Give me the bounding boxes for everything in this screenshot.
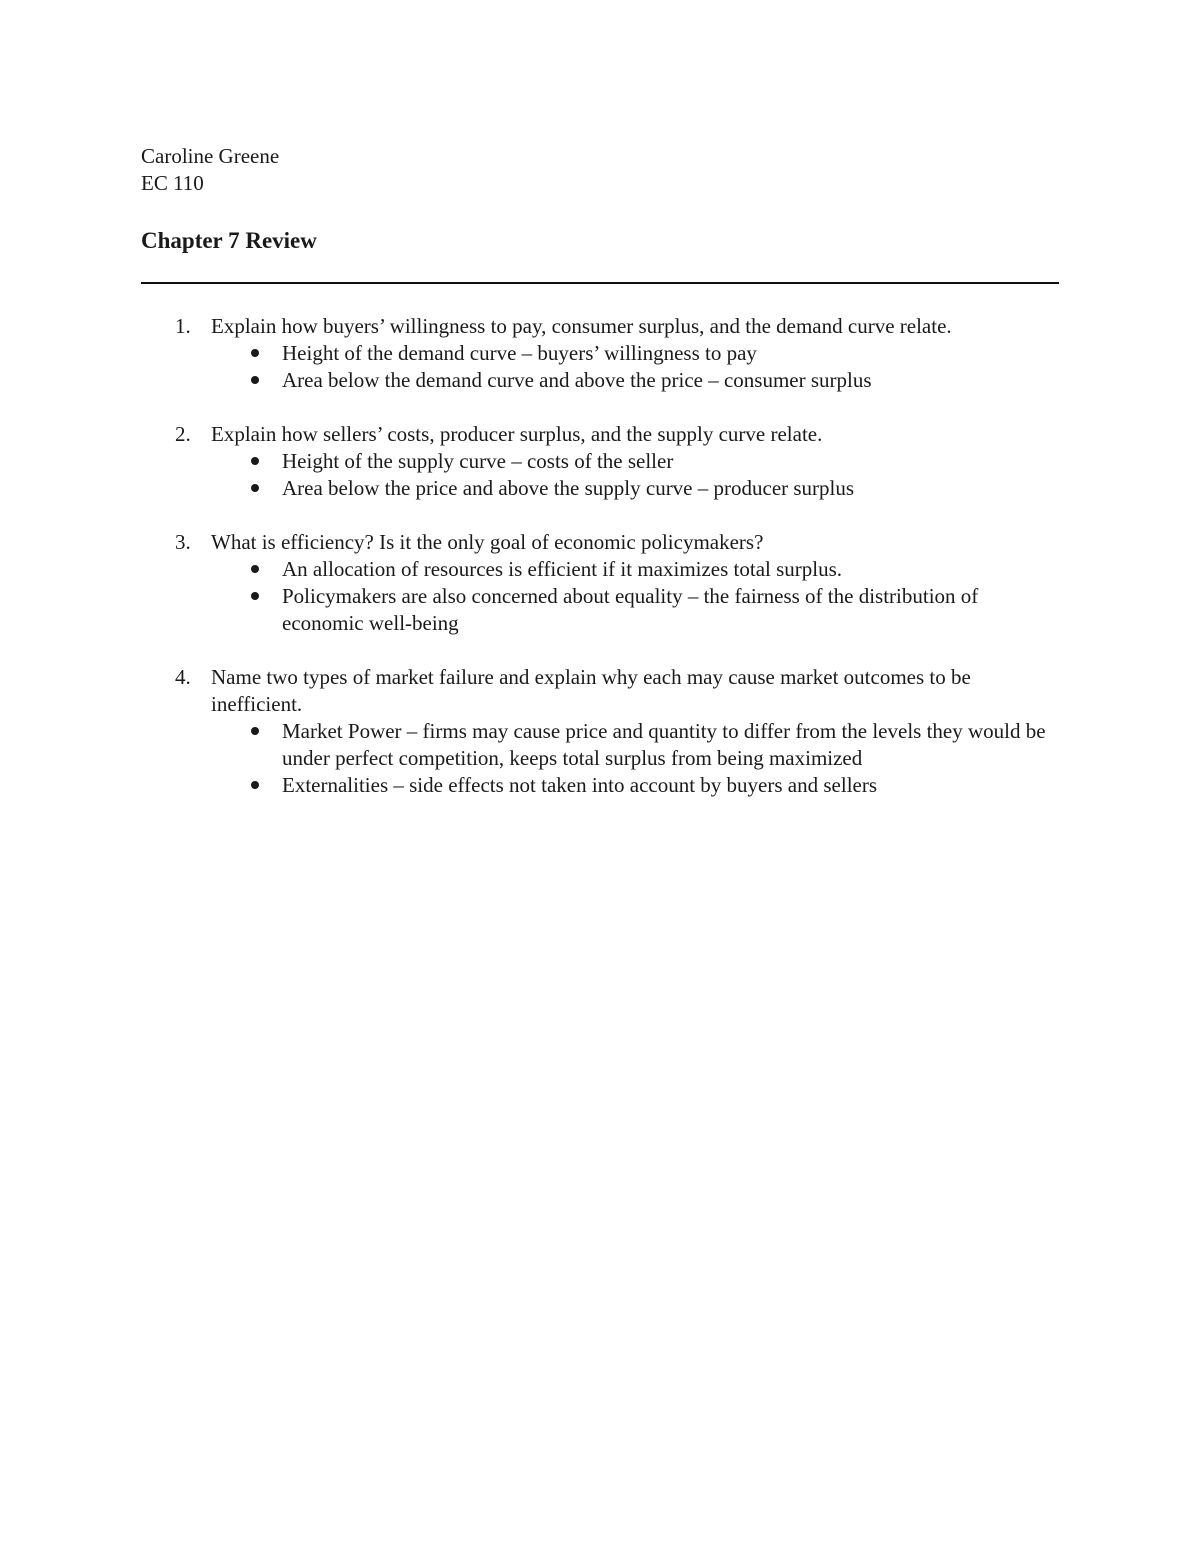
bullet-icon [251, 727, 259, 735]
question-list [141, 313, 1059, 826]
question-text: Explain how sellers’ costs, producer surplus, and the supply curve relate. [211, 422, 823, 446]
answer-item [211, 475, 1059, 502]
answer-list [211, 448, 1059, 502]
bullet-icon [251, 349, 259, 357]
course-code: EC 110 [141, 171, 204, 195]
answer-list [211, 556, 1059, 637]
bullet-icon [251, 592, 259, 600]
bullet-icon [251, 376, 259, 384]
question-number: 1. [175, 314, 191, 338]
answer-text: An allocation of resources is efficient if it maximizes total surplus. [282, 557, 843, 581]
answer-text: Policymakers are also concerned about equality – the fairness of the distribution of economic well-being [282, 584, 979, 635]
answer-text: Externalities – side effects not taken into account by buyers and sellers [282, 773, 878, 797]
question-item [141, 529, 1059, 637]
bullet-icon [251, 484, 259, 492]
page-title: Chapter 7 Review [141, 228, 317, 253]
question-number: 4. [175, 665, 191, 689]
question-number: 3. [175, 530, 191, 554]
answer-text: Area below the price and above the supply curve – producer surplus [282, 476, 855, 500]
author-name: Caroline Greene [141, 144, 280, 168]
question-item [141, 664, 1059, 799]
bullet-icon [251, 457, 259, 465]
question-text: What is efficiency? Is it the only goal of economic policymakers? [211, 530, 764, 554]
answer-list [211, 718, 1059, 799]
answer-item [211, 718, 1059, 772]
question-number: 2. [175, 422, 191, 446]
answer-item [211, 772, 1059, 799]
answer-text: Height of the supply curve – costs of the seller [282, 449, 674, 473]
question-text: Name two types of market failure and explain why each may cause market outcomes to be inefficient. [211, 665, 971, 716]
question-item [141, 421, 1059, 502]
question-text: Explain how buyers’ willingness to pay, consumer surplus, and the demand curve relate. [211, 314, 952, 338]
answer-item [211, 556, 1059, 583]
bullet-icon [251, 565, 259, 573]
question-item [141, 313, 1059, 394]
answer-list [211, 340, 1059, 394]
answer-item [211, 448, 1059, 475]
answer-item [211, 340, 1059, 367]
answer-text: Area below the demand curve and above the price – consumer surplus [282, 368, 872, 392]
answer-item [211, 583, 1059, 637]
answer-text: Market Power – firms may cause price and quantity to differ from the levels they would be under perfect competition, keeps total surplus from being maximized [282, 719, 1046, 770]
answer-item [211, 367, 1059, 394]
bullet-icon [251, 781, 259, 789]
title-divider [141, 282, 1059, 284]
answer-text: Height of the demand curve – buyers’ willingness to pay [282, 341, 757, 365]
